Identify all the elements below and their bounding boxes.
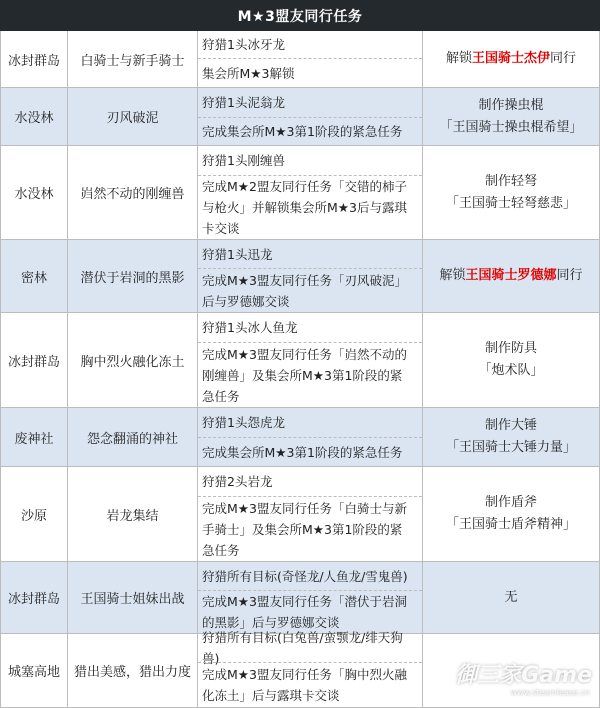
target-condition-line: 狩猎1头刚缠兽 xyxy=(202,153,285,168)
reward-item-name: 「炮术队」 xyxy=(478,363,544,378)
unlock-condition-line: 完成M★2盟友同行任务「交错的柿子 xyxy=(202,179,407,194)
reward-item-name: 「王国骑士轻弩慈悲」 xyxy=(445,195,576,211)
reward-unlock-line xyxy=(439,265,582,287)
reward-line: 制作操虫棍 xyxy=(478,97,544,113)
unlock-condition-line: 完成M★3盟友同行任务「潜伏于岩洞 xyxy=(202,594,407,609)
reward-cell xyxy=(423,31,600,88)
unlocked-knight-name: 王国骑士杰伊 xyxy=(471,51,550,66)
condition-cell xyxy=(198,467,423,562)
unlock-condition xyxy=(198,663,422,707)
target-condition xyxy=(198,313,422,342)
reward-cell xyxy=(423,634,600,708)
unlock-condition-line: 集会所M★3解锁 xyxy=(202,65,295,81)
region-cell: 冰封群岛 xyxy=(0,313,68,408)
unlock-condition xyxy=(198,176,422,239)
reward-cell xyxy=(423,240,600,313)
quest-name-cell: 刃风破泥 xyxy=(68,88,198,146)
region-cell: 冰封群岛 xyxy=(0,31,68,88)
unlock-condition xyxy=(198,269,422,312)
condition-cell xyxy=(198,313,423,408)
unlock-condition-line: 化冻土」后与露琪卡交谈 xyxy=(202,688,340,703)
reward-cell xyxy=(423,146,600,240)
unlock-condition-line: 急任务 xyxy=(202,542,240,558)
region-cell: 水没林 xyxy=(0,146,68,240)
unlock-condition xyxy=(198,438,422,466)
quest-name-cell: 怨念翻涌的神社 xyxy=(68,408,198,467)
unlock-condition-line: 完成M★3盟友同行任务「刃风破泥」 xyxy=(202,272,407,288)
target-condition-line: 狩猎所有目标(白兔兽/蛮颚龙/绯天狗兽) xyxy=(202,630,403,666)
unlock-condition-line: 完成M★3盟友同行任务「胸中烈火融 xyxy=(202,667,407,682)
unlock-condition-line: 急任务 xyxy=(202,388,240,404)
unlock-condition-line: 卡交谈 xyxy=(202,221,240,236)
condition-cell xyxy=(198,562,423,634)
reward-item-name: 「王国骑士大锤力量」 xyxy=(445,440,576,455)
target-condition-line: 狩猎1头怨虎龙 xyxy=(202,415,285,430)
unlock-condition xyxy=(198,118,422,145)
region-cell: 密林 xyxy=(0,240,68,313)
reward-line: 制作大锤 xyxy=(484,418,537,433)
region-cell: 废神社 xyxy=(0,408,68,467)
unlock-condition-line: 与枪火」并解锁集会所M★3后与露琪 xyxy=(202,200,407,215)
unlock-condition-line: 完成M★3盟友同行任务「白骑士与新 xyxy=(202,500,407,516)
target-condition xyxy=(198,408,422,437)
reward-cell xyxy=(423,467,600,562)
unlock-condition-line: 完成集会所M★3第1阶段的紧急任务 xyxy=(202,444,403,460)
unlock-condition xyxy=(198,59,422,87)
quest-name-cell: 白骑士与新手骑士 xyxy=(68,31,198,88)
watermark-logo-text: 御三家Game xyxy=(455,663,592,688)
target-condition-line: 狩猎2头岩龙 xyxy=(202,474,273,489)
quest-name-cell: 岿然不动的刚缠兽 xyxy=(68,146,198,240)
condition-cell xyxy=(198,408,423,467)
region-cell: 沙原 xyxy=(0,467,68,562)
reward-cell xyxy=(423,408,600,467)
target-condition-line: 狩猎1头迅龙 xyxy=(202,246,273,262)
target-condition xyxy=(198,467,422,496)
target-condition xyxy=(198,562,422,590)
unlock-condition xyxy=(198,497,422,561)
quest-name-cell: 猎出美感，猎出力度 xyxy=(68,634,198,708)
reward-line: 制作盾斧 xyxy=(484,495,537,510)
condition-cell xyxy=(198,31,423,88)
quest-name-cell: 王国骑士姐妹出战 xyxy=(68,562,198,634)
condition-cell xyxy=(198,146,423,240)
reward-line: 无 xyxy=(504,589,518,605)
region-cell: 冰封群岛 xyxy=(0,562,68,634)
region-cell: 城塞高地 xyxy=(0,634,68,708)
target-condition-line: 狩猎1头冰牙龙 xyxy=(202,37,285,52)
region-cell: 水没林 xyxy=(0,88,68,146)
unlock-condition-line: 后与罗德娜交谈 xyxy=(202,293,290,309)
unlock-condition-line: 手骑士」及集会所M★3第1阶段的紧 xyxy=(202,521,403,537)
reward-prefix: 解锁 xyxy=(439,268,466,283)
watermark-url: www.steamlease.cn xyxy=(510,688,590,697)
target-condition xyxy=(198,240,422,268)
quest-name-cell: 胸中烈火融化冻土 xyxy=(68,313,198,408)
quest-name-cell: 潜伏于岩洞的黑影 xyxy=(68,240,198,313)
reward-suffix: 同行 xyxy=(550,51,577,66)
target-condition-line: 狩猎1头冰人鱼龙 xyxy=(202,320,298,335)
reward-line: 制作轻弩 xyxy=(484,173,537,189)
target-condition-line: 狩猎所有目标(奇怪龙/人鱼龙/雪鬼兽) xyxy=(202,568,408,584)
target-condition xyxy=(198,31,422,58)
reward-prefix: 解锁 xyxy=(445,51,472,66)
table-title: M★3盟友同行任务 xyxy=(0,0,600,31)
condition-cell xyxy=(198,88,423,146)
unlock-condition-line: 的黑影」后与罗德娜交谈 xyxy=(202,615,340,630)
unlock-condition-line: 完成集会所M★3第1阶段的紧急任务 xyxy=(202,124,403,139)
reward-item-name: 「王国骑士操虫棍希望」 xyxy=(439,119,583,135)
target-condition xyxy=(198,630,422,666)
unlock-condition xyxy=(198,343,422,407)
condition-cell xyxy=(198,630,423,708)
target-condition xyxy=(198,146,422,175)
target-condition xyxy=(198,88,422,117)
reward-cell xyxy=(423,88,600,146)
unlocked-knight-name: 王国骑士罗德娜 xyxy=(465,268,557,283)
reward-unlock-line xyxy=(446,48,576,70)
reward-cell xyxy=(423,562,600,634)
reward-line: 制作防具 xyxy=(484,341,537,356)
reward-cell xyxy=(423,313,600,408)
unlock-condition-line: 刚缠兽」及集会所M★3第1阶段的紧 xyxy=(202,367,403,383)
unlock-condition-line: 完成M★3盟友同行任务「岿然不动的 xyxy=(202,346,407,362)
target-condition-line: 狩猎1头泥翁龙 xyxy=(202,95,285,110)
reward-item-name: 「王国骑士盾斧精神」 xyxy=(445,517,576,532)
condition-cell xyxy=(198,240,423,313)
reward-suffix: 同行 xyxy=(556,268,583,283)
quest-name-cell: 岩龙集结 xyxy=(68,467,198,562)
